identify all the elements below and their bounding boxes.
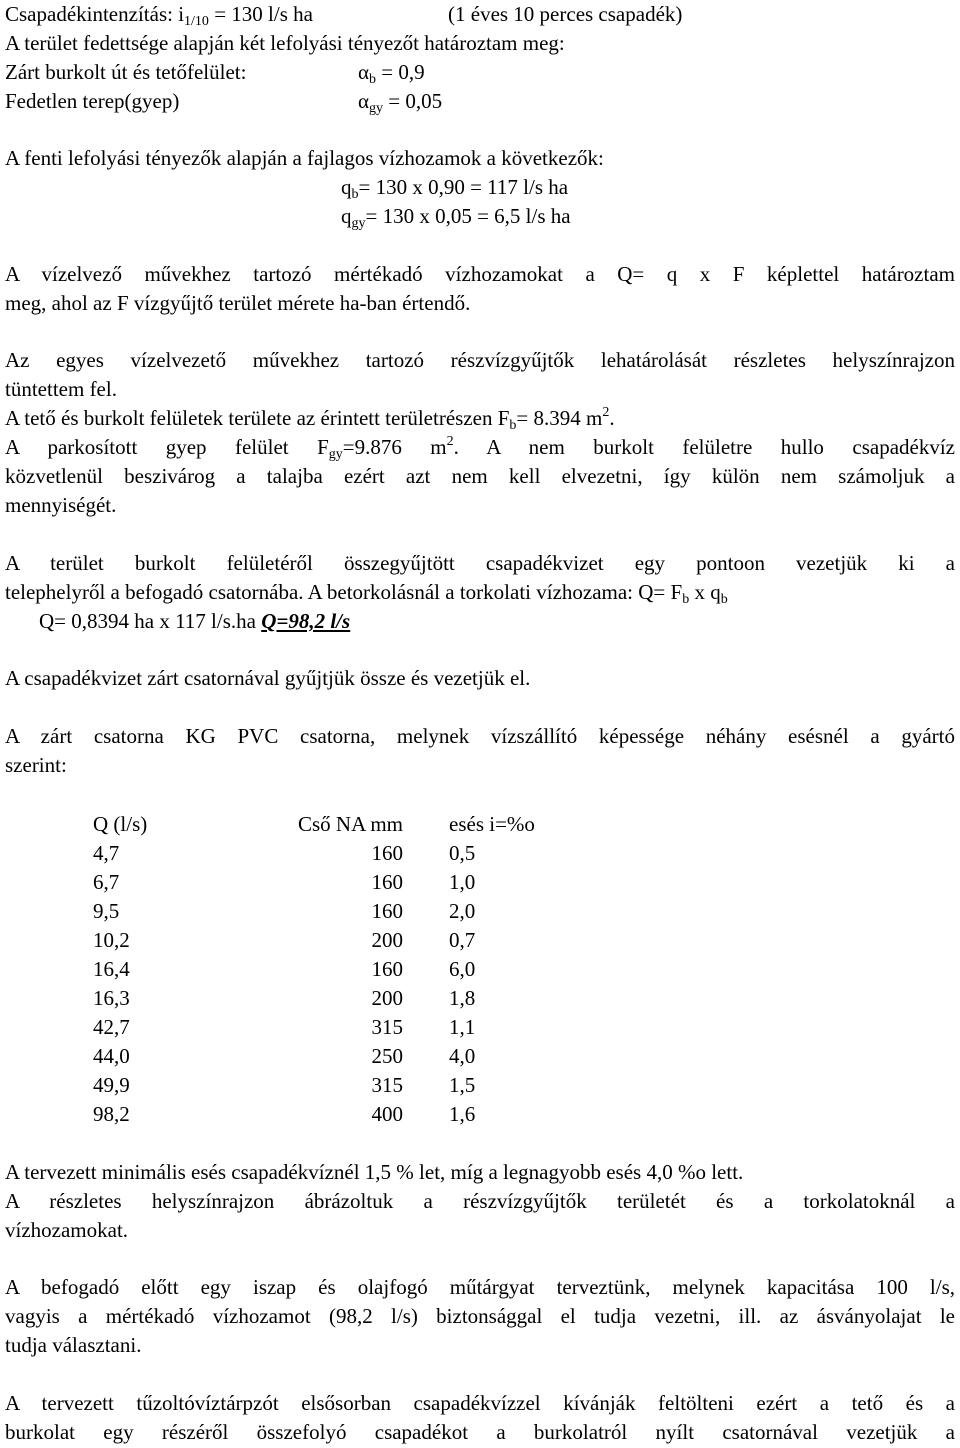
cell-flow: 42,7 xyxy=(93,1015,130,1039)
subcatchment-paragraph-line1: Az egyes vízelvezető művekhez tartozó részvízgyűjtők lehatárolását részletes helyszínrajzon xyxy=(5,348,955,372)
cell-flow: 98,2 xyxy=(93,1102,130,1126)
specific-intro: A fenti lefolyási tényezők alapján a fajlagos vízhozamok a következők: xyxy=(5,146,604,170)
grass-area-value: =9.876 m xyxy=(342,435,447,459)
collect-paragraph-line1: A terület burkolt felületéről összegyűjtött csapadékvizet egy pontoon vezetjük ki a xyxy=(5,551,955,575)
pvc-paragraph-line2: szerint: xyxy=(5,753,67,777)
grass-area-line xyxy=(5,433,955,462)
formula-paragraph-line2: meg, ahol az F vízgyűjtő terület mérete ha-ban értendő. xyxy=(5,291,471,315)
table-row xyxy=(93,868,619,897)
q-gy-line xyxy=(341,202,571,231)
cell-diameter: 400 xyxy=(371,1102,403,1126)
cell-flow: 16,4 xyxy=(93,957,130,981)
intensity-sub: 1/10 xyxy=(184,14,209,29)
cell-slope: 1,6 xyxy=(449,1102,476,1126)
q-gy-value: = 130 x 0,05 = 6,5 l/s ha xyxy=(365,204,571,228)
cell-diameter: 160 xyxy=(371,841,403,865)
collect-line2-sub2: b xyxy=(720,592,728,607)
cell-diameter: 315 xyxy=(371,1015,403,1039)
coef-paved-number: = 0,9 xyxy=(376,60,425,84)
table-row xyxy=(93,839,619,868)
grass-area-text: A parkosított gyep felület F xyxy=(5,435,329,459)
coverage-intro: A terület fedettsége alapján két lefolyási tényezőt határoztam meg: xyxy=(5,31,565,55)
collect-line2-sub1: b xyxy=(682,592,690,607)
coef-paved-sub: b xyxy=(369,72,377,87)
flow-calculation xyxy=(39,607,350,636)
collect-line2-text: telephelyről a befogadó csatornába. A betorkolásnál a torkolati vízhozama: Q= F xyxy=(5,580,683,604)
cell-slope: 0,7 xyxy=(449,928,476,952)
cell-slope: 6,0 xyxy=(449,957,476,981)
cell-slope: 0,5 xyxy=(449,841,476,865)
flow-calc-text: Q= 0,8394 ha x 117 l/s.ha xyxy=(39,609,262,633)
paved-area-sup: 2 xyxy=(602,405,610,420)
coef-paved-label: Zárt burkolt út és tetőfelület: xyxy=(5,60,247,84)
infiltration-line2: mennyiségét. xyxy=(5,493,117,517)
cell-flow: 10,2 xyxy=(93,928,130,952)
cell-flow: 49,9 xyxy=(93,1073,130,1097)
header-pipe-diameter: Cső NA mm xyxy=(297,812,403,836)
closed-channel-paragraph: A csapadékvizet zárt csatornával gyűjtjük össze és vezetjük el. xyxy=(5,666,531,690)
collect-line2-mid: x q xyxy=(689,580,721,604)
paved-area-sub: b xyxy=(509,418,517,433)
pipe-capacity-table xyxy=(93,810,619,1129)
separator-paragraph-line1: A befogadó előtt egy iszap és olajfogó műtárgyat terveztünk, melynek kapacitása 100 l/s, xyxy=(5,1275,955,1299)
table-row xyxy=(93,1042,619,1071)
intensity-note: (1 éves 10 perces csapadék) xyxy=(448,2,683,26)
cell-slope: 2,0 xyxy=(449,899,476,923)
header-slope: esés i=%o xyxy=(449,812,535,836)
collect-paragraph-line2 xyxy=(5,578,728,607)
coef-grass-sub: gy xyxy=(369,101,384,116)
cell-diameter: 250 xyxy=(371,1044,403,1068)
q-b-line xyxy=(341,173,568,202)
intensity-value: = 130 l/s ha xyxy=(208,2,313,26)
cell-diameter: 200 xyxy=(371,986,403,1010)
table-row xyxy=(93,1013,619,1042)
q-b-sub: b xyxy=(351,187,359,202)
cell-flow: 16,3 xyxy=(93,986,130,1010)
paved-area-value: = 8.394 m xyxy=(516,406,603,430)
cell-diameter: 200 xyxy=(371,928,403,952)
table-row xyxy=(93,955,619,984)
infiltration-line1: közvetlenül beszivárog a talajba ezért azt nem kell elvezetni, így külön nem számoljuk a xyxy=(5,464,955,488)
coef-paved-value xyxy=(358,58,425,87)
paved-area-line xyxy=(5,404,615,433)
cell-flow: 9,5 xyxy=(93,899,120,923)
paved-area-end: . xyxy=(609,406,615,430)
siteplan-paragraph-line2: vízhozamokat. xyxy=(5,1218,129,1242)
cell-flow: 6,7 xyxy=(93,870,120,894)
cell-flow: 4,7 xyxy=(93,841,120,865)
cell-diameter: 315 xyxy=(371,1073,403,1097)
coef-grass-value xyxy=(358,87,442,116)
q-gy-symbol: q xyxy=(341,204,352,228)
table-row xyxy=(93,984,619,1013)
grass-area-sub: gy xyxy=(328,447,343,462)
grass-area-rest: . A nem burkolt felületre hullo csapadékvíz xyxy=(453,435,955,459)
q-gy-sub: gy xyxy=(351,216,366,231)
table-row xyxy=(93,1100,619,1129)
cell-diameter: 160 xyxy=(371,899,403,923)
rainfall-intensity-line xyxy=(5,0,313,29)
table-row xyxy=(93,926,619,955)
table-header-row xyxy=(93,810,619,839)
q-b-symbol: q xyxy=(341,175,352,199)
siteplan-paragraph-line1: A részletes helyszínrajzon ábrázoltuk a részvízgyűjtők területét és a torkolatoknál a xyxy=(5,1189,955,1213)
separator-paragraph-line2: vagyis a mértékadó vízhozamot (98,2 l/s) biztonsággal el tudja vezetni, ill. az ásványolajat le xyxy=(5,1304,955,1328)
table-row xyxy=(93,897,619,926)
header-flow: Q (l/s) xyxy=(93,812,148,836)
coef-grass-label: Fedetlen terep(gyep) xyxy=(5,89,180,113)
subcatchment-paragraph-line2: tüntettem fel. xyxy=(5,377,117,401)
flow-result: Q=98,2 l/s xyxy=(261,609,351,633)
fire-paragraph-line1: A tervezett tűzoltóvíztárpzót elsősorban csapadékvízzel kívánják feltölteni ezért a tető és a xyxy=(5,1391,955,1415)
separator-paragraph-line3: tudja választani. xyxy=(5,1333,142,1357)
coef-grass-symbol: α xyxy=(358,89,370,113)
cell-flow: 44,0 xyxy=(93,1044,130,1068)
formula-paragraph-line1: A vízelvező művekhez tartozó mértékadó vízhozamokat a Q= q x F képlettel határoztam xyxy=(5,262,955,286)
cell-diameter: 160 xyxy=(371,870,403,894)
cell-diameter: 160 xyxy=(371,957,403,981)
cell-slope: 1,0 xyxy=(449,870,476,894)
slope-paragraph: A tervezett minimális esés csapadékvíznél 1,5 % let, míg a legnagyobb esés 4,0 %o lett. xyxy=(5,1160,744,1184)
table-row xyxy=(93,1071,619,1100)
fire-paragraph-line2: burkolat egy részéről összefolyó csapadékot a burkolatról nyílt csatornával vezetjük a xyxy=(5,1420,955,1444)
q-b-value: = 130 x 0,90 = 117 l/s ha xyxy=(358,175,569,199)
pvc-paragraph-line1: A zárt csatorna KG PVC csatorna, melynek vízszállító képessége néhány esésnél a gyártó xyxy=(5,724,955,748)
cell-slope: 1,5 xyxy=(449,1073,476,1097)
cell-slope: 4,0 xyxy=(449,1044,476,1068)
grass-area-sup: 2 xyxy=(446,434,454,449)
cell-slope: 1,8 xyxy=(449,986,476,1010)
coef-grass-number: = 0,05 xyxy=(383,89,443,113)
coef-paved-symbol: α xyxy=(358,60,370,84)
cell-slope: 1,1 xyxy=(449,1015,476,1039)
paved-area-text: A tető és burkolt felületek területe az érintett területrészen F xyxy=(5,406,510,430)
intensity-label: Csapadékintenzítás: i xyxy=(5,2,185,26)
